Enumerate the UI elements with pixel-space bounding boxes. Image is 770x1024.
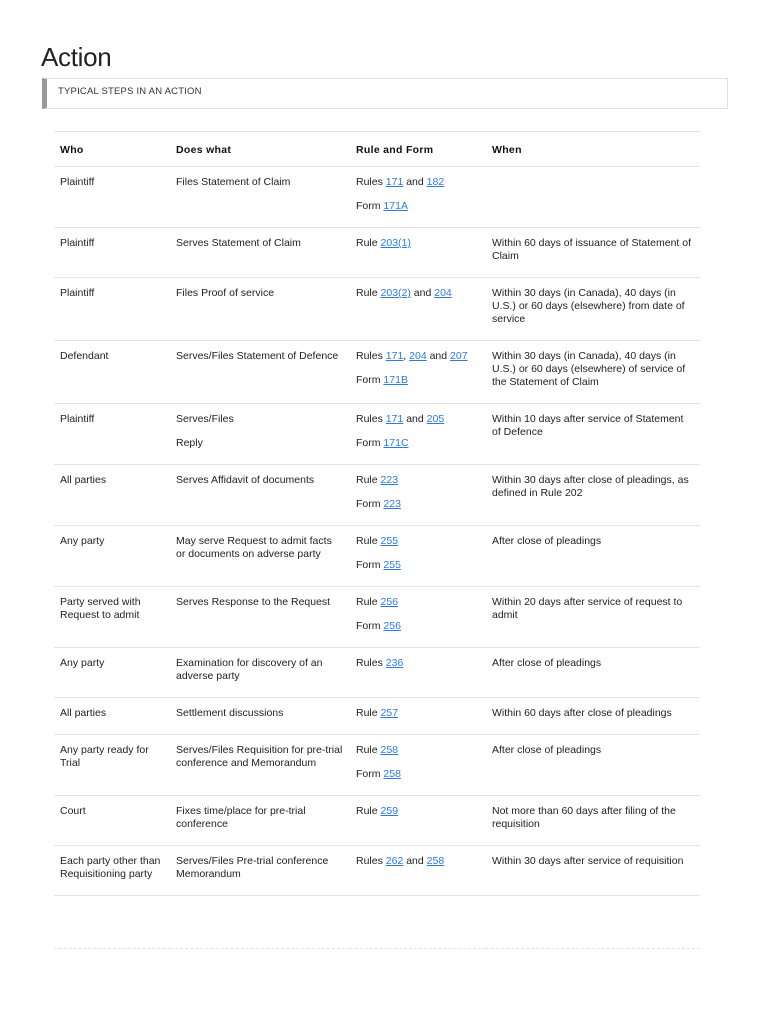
empty-cell	[486, 896, 700, 949]
cell-who: Plaintiff	[54, 404, 170, 465]
table-row	[54, 796, 700, 846]
rule-link[interactable]: 207	[450, 350, 468, 362]
header-does-what: Does what	[170, 132, 350, 167]
rule-link[interactable]: 259	[380, 805, 399, 817]
rule-line: Rule 255	[356, 535, 399, 547]
rule-link[interactable]: 204	[409, 350, 427, 362]
rule-line: Form 171C	[356, 437, 409, 449]
rule-line: Form 258	[356, 768, 401, 780]
cell-who: All parties	[54, 465, 170, 526]
table-row	[54, 735, 700, 796]
rule-line: Form 171B	[356, 374, 408, 386]
rule-line: Form 255	[356, 559, 401, 571]
rule-line: Form 171A	[356, 200, 408, 212]
cell-text: Serves/Files Requisition for pre-trial conference and Memorandum	[176, 744, 343, 769]
rule-link[interactable]: 257	[380, 707, 399, 719]
rule-link[interactable]: 204	[434, 287, 452, 299]
cell-when	[486, 167, 700, 228]
cell-when: Within 60 days after close of pleadings	[486, 698, 700, 735]
cell-when: Within 20 days after service of request to admit	[486, 587, 700, 648]
rule-line: Rule 223	[356, 474, 399, 486]
cell-text: Files Statement of Claim	[176, 176, 291, 188]
steps-table	[54, 131, 700, 949]
cell-rule-and-form	[350, 648, 486, 698]
cell-does-what	[170, 587, 350, 648]
rule-line: Rules 262 and 258	[356, 855, 445, 867]
rule-link[interactable]: 171A	[383, 200, 408, 212]
rule-link[interactable]: 256	[380, 596, 399, 608]
rule-line: Rules 236	[356, 657, 404, 669]
table-row	[54, 846, 700, 896]
cell-text: Reply	[176, 437, 203, 449]
table-row	[54, 465, 700, 526]
rule-link[interactable]: 171	[385, 350, 404, 362]
cell-who: Any party	[54, 526, 170, 587]
table-row	[54, 228, 700, 278]
table-row	[54, 341, 700, 404]
cell-does-what	[170, 735, 350, 796]
cell-when: After close of pleadings	[486, 648, 700, 698]
cell-who: Plaintiff	[54, 228, 170, 278]
rule-link[interactable]: 262	[385, 855, 404, 867]
cell-does-what	[170, 526, 350, 587]
rule-line: Rules 171 and 182	[356, 176, 445, 188]
rule-link[interactable]: 255	[380, 535, 399, 547]
cell-rule-and-form	[350, 846, 486, 896]
cell-rule-and-form	[350, 228, 486, 278]
rule-link[interactable]: 203(2)	[380, 287, 411, 299]
cell-when: After close of pleadings	[486, 735, 700, 796]
empty-cell	[54, 896, 170, 949]
cell-who: Any party ready for Trial	[54, 735, 170, 796]
cell-who: All parties	[54, 698, 170, 735]
rule-link[interactable]: 258	[383, 768, 401, 780]
empty-cell	[350, 896, 486, 949]
cell-text: May serve Request to admit facts or documents on adverse party	[176, 535, 332, 560]
rule-link[interactable]: 223	[383, 498, 401, 510]
cell-when: After close of pleadings	[486, 526, 700, 587]
rule-link[interactable]: 171	[385, 176, 404, 188]
rule-line: Rule 203(2) and 204	[356, 287, 452, 299]
callout-label: TYPICAL STEPS IN AN ACTION	[58, 86, 202, 97]
rule-line: Rules 171 and 205	[356, 413, 445, 425]
cell-when: Within 30 days after service of requisition	[486, 846, 700, 896]
rule-link[interactable]: 258	[426, 855, 445, 867]
cell-when: Within 30 days (in Canada), 40 days (in U.S.) or 60 days (elsewhere) from date of service	[486, 278, 700, 341]
cell-does-what	[170, 465, 350, 526]
header-when: When	[486, 132, 700, 167]
empty-cell	[170, 896, 350, 949]
rule-line: Rules 171, 204 and 207	[356, 350, 468, 362]
rule-line: Rule 259	[356, 805, 399, 817]
cell-text: Serves/Files Pre-trial conference Memorandum	[176, 855, 329, 880]
cell-rule-and-form	[350, 698, 486, 735]
cell-rule-and-form	[350, 341, 486, 404]
cell-who: Plaintiff	[54, 278, 170, 341]
table-row	[54, 167, 700, 228]
section-callout	[42, 78, 728, 109]
cell-does-what	[170, 648, 350, 698]
cell-who: Defendant	[54, 341, 170, 404]
rule-line: Rule 258	[356, 744, 399, 756]
page-title: Action	[41, 42, 112, 72]
rule-link[interactable]: 223	[380, 474, 399, 486]
cell-does-what	[170, 404, 350, 465]
rule-link[interactable]: 203(1)	[380, 237, 411, 249]
cell-rule-and-form	[350, 167, 486, 228]
cell-text: Serves Affidavit of documents	[176, 474, 315, 486]
cell-rule-and-form	[350, 735, 486, 796]
cell-rule-and-form	[350, 465, 486, 526]
cell-rule-and-form	[350, 278, 486, 341]
cell-does-what	[170, 796, 350, 846]
cell-rule-and-form	[350, 796, 486, 846]
rule-link[interactable]: 258	[380, 744, 399, 756]
cell-when: Within 30 days (in Canada), 40 days (in U.S.) or 60 days (elsewhere) of service of the Statement of Claim	[486, 341, 700, 404]
cell-text: Settlement discussions	[176, 707, 284, 719]
rule-line: Rule 257	[356, 707, 399, 719]
rule-link[interactable]: 256	[383, 620, 401, 632]
rule-line: Rule 256	[356, 596, 399, 608]
rule-link[interactable]: 236	[385, 657, 404, 669]
cell-does-what	[170, 228, 350, 278]
table-end-row	[54, 896, 700, 949]
rule-link[interactable]: 171	[385, 413, 404, 425]
cell-rule-and-form	[350, 587, 486, 648]
cell-text: Serves Statement of Claim	[176, 237, 301, 249]
cell-rule-and-form	[350, 404, 486, 465]
table-row	[54, 648, 700, 698]
cell-who: Court	[54, 796, 170, 846]
table-row	[54, 587, 700, 648]
table-row	[54, 278, 700, 341]
cell-text: Serves/Files	[176, 413, 234, 425]
cell-rule-and-form	[350, 526, 486, 587]
rule-link[interactable]: 171C	[383, 437, 409, 449]
cell-text: Fixes time/place for pre-trial conference	[176, 805, 306, 830]
cell-when: Within 60 days of issuance of Statement of Claim	[486, 228, 700, 278]
rule-line: Rule 203(1)	[356, 237, 411, 249]
cell-text: Files Proof of service	[176, 287, 275, 299]
cell-text: Examination for discovery of an adverse party	[176, 657, 323, 682]
rule-link[interactable]: 205	[426, 413, 445, 425]
cell-who: Party served with Request to admit	[54, 587, 170, 648]
table-header-row	[54, 132, 700, 167]
rule-link[interactable]: 171B	[383, 374, 408, 386]
table-row	[54, 698, 700, 735]
cell-when: Within 10 days after service of Statement of Defence	[486, 404, 700, 465]
cell-when: Within 30 days after close of pleadings, as defined in Rule 202	[486, 465, 700, 526]
cell-who: Any party	[54, 648, 170, 698]
header-rule-and-form: Rule and Form	[350, 132, 486, 167]
header-who: Who	[54, 132, 170, 167]
cell-text: Serves Response to the Request	[176, 596, 331, 608]
cell-does-what	[170, 846, 350, 896]
table-row	[54, 404, 700, 465]
rule-link[interactable]: 255	[383, 559, 401, 571]
cell-does-what	[170, 341, 350, 404]
cell-when: Not more than 60 days after filing of the requisition	[486, 796, 700, 846]
cell-does-what	[170, 698, 350, 735]
cell-does-what	[170, 167, 350, 228]
rule-line: Form 223	[356, 498, 401, 510]
cell-who: Each party other than Requisitioning party	[54, 846, 170, 896]
cell-who: Plaintiff	[54, 167, 170, 228]
rule-line: Form 256	[356, 620, 401, 632]
cell-text: Serves/Files Statement of Defence	[176, 350, 339, 362]
rule-link[interactable]: 182	[426, 176, 445, 188]
cell-does-what	[170, 278, 350, 341]
table-row	[54, 526, 700, 587]
